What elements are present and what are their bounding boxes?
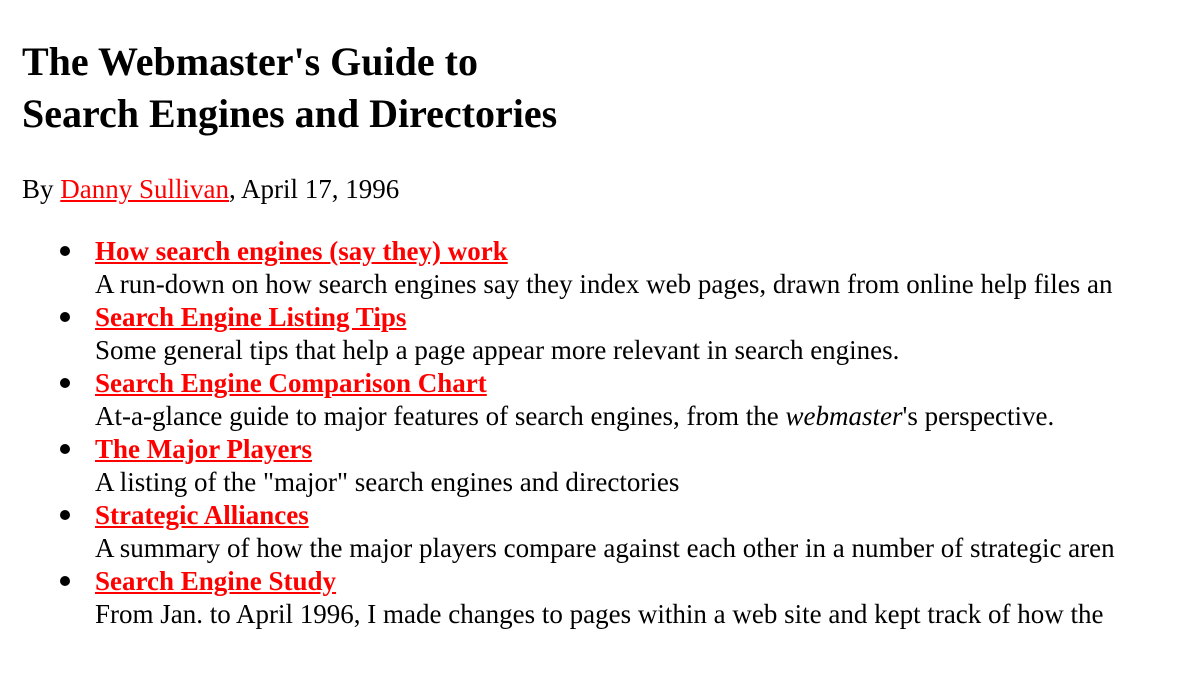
bullet-icon [60, 444, 70, 454]
list-item [22, 301, 1115, 367]
author-link[interactable]: Danny Sullivan [60, 174, 230, 204]
page-title-line-1: The Webmaster's Guide to [22, 39, 478, 84]
desc-part: 's perspective. [902, 401, 1055, 431]
item-description: A listing of the "major" search engines and directories [95, 467, 680, 497]
list-item [22, 367, 1115, 433]
link-listing-tips[interactable]: Search Engine Listing Tips [95, 302, 407, 332]
page-title [22, 36, 1200, 140]
byline-prefix: By [22, 174, 61, 204]
bullet-icon [60, 378, 70, 388]
desc-emphasis: webmaster [785, 401, 903, 431]
bullet-icon [60, 312, 70, 322]
item-description: Some general tips that help a page appear more relevant in search engines. [95, 335, 900, 365]
desc-part: At-a-glance guide to major features of search engines, from the [95, 401, 786, 431]
link-major-players[interactable]: The Major Players [95, 434, 312, 464]
link-strategic-alliances[interactable]: Strategic Alliances [95, 500, 309, 530]
item-description: A run-down on how search engines say they index web pages, drawn from online help files an [95, 269, 1113, 299]
bullet-icon [60, 576, 70, 586]
link-comparison-chart[interactable]: Search Engine Comparison Chart [95, 368, 487, 398]
item-description: From Jan. to April 1996, I made changes to pages within a web site and kept track of how the [95, 599, 1104, 629]
link-search-engine-study[interactable]: Search Engine Study [95, 566, 337, 596]
link-how-search-engines-work[interactable]: How search engines (say they) work [95, 236, 508, 266]
byline-date: , April 17, 1996 [229, 174, 400, 204]
bullet-icon [60, 510, 70, 520]
page-content [22, 36, 1200, 629]
item-description: A summary of how the major players compare against each other in a number of strategic aren [95, 533, 1115, 563]
list-item [22, 565, 1115, 631]
item-description [95, 400, 1115, 433]
list-item [22, 433, 1115, 499]
byline [22, 172, 399, 206]
page-title-line-2: Search Engines and Directories [22, 91, 558, 136]
list-item [22, 499, 1115, 565]
bullet-icon [60, 246, 70, 256]
table-of-contents [22, 235, 1115, 631]
list-item [22, 235, 1115, 301]
